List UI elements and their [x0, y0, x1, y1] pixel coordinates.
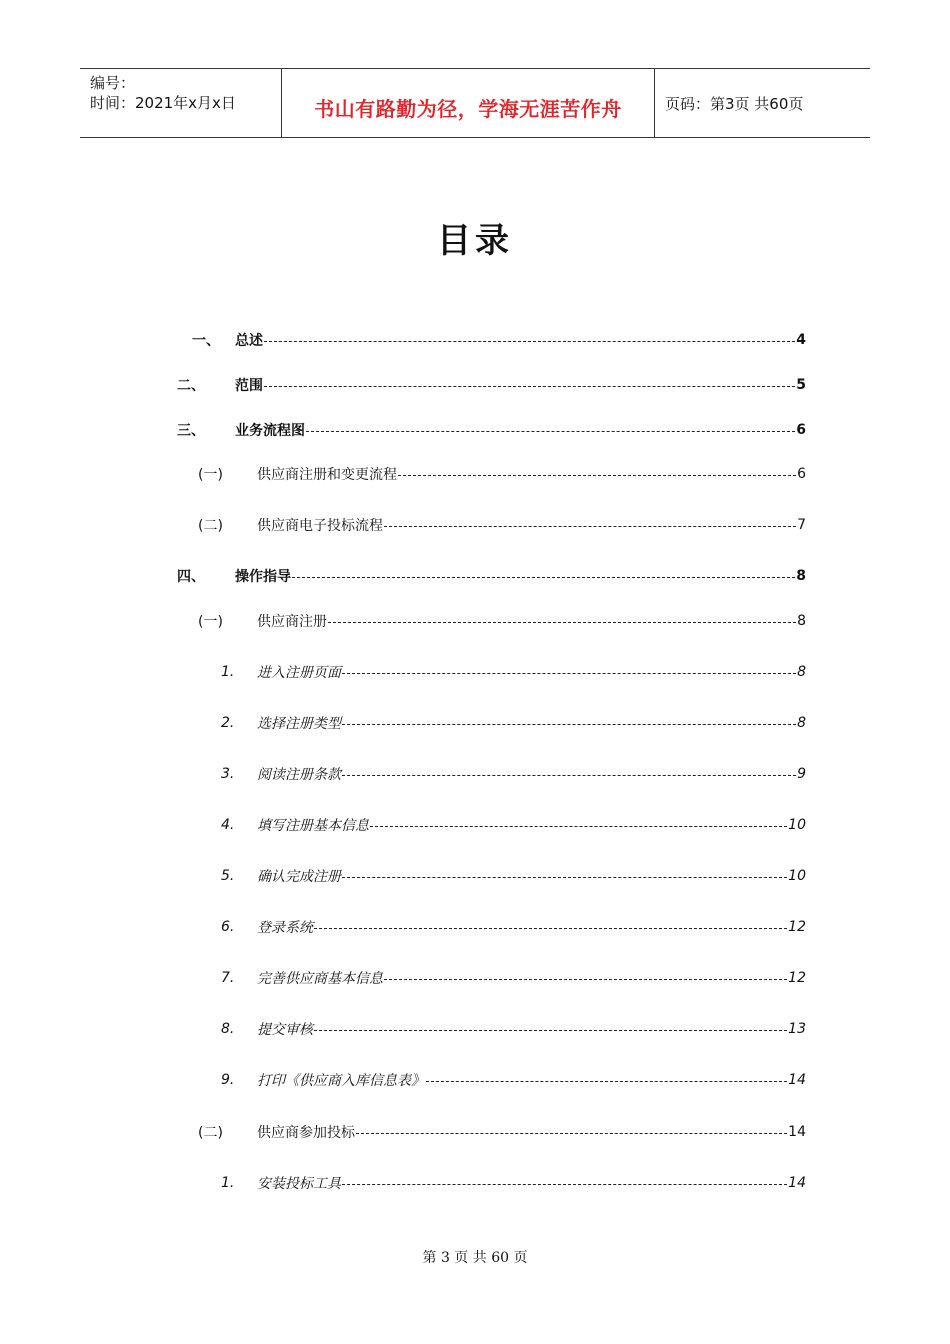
toc-page: 5 — [796, 377, 806, 393]
toc-text: 登录系统 — [257, 920, 313, 936]
toc-number: (一) — [198, 467, 223, 483]
toc-number: 4. — [221, 817, 235, 833]
toc-page: 12 — [788, 919, 806, 935]
toc-text: 填写注册基本信息 — [257, 818, 369, 834]
toc-entry[interactable] — [177, 566, 806, 586]
toc-entry[interactable] — [177, 375, 806, 395]
toc-entry[interactable] — [177, 420, 806, 440]
header-page-info-cell — [655, 69, 870, 137]
toc-number: 8. — [221, 1021, 235, 1037]
toc-page: 12 — [788, 970, 806, 986]
toc-page: 6 — [796, 422, 806, 438]
toc-number: 三、 — [177, 423, 205, 439]
toc-page: 8 — [797, 613, 806, 629]
toc-entry[interactable] — [221, 1019, 806, 1039]
toc-leader — [398, 475, 796, 476]
toc-number: (二) — [198, 518, 223, 534]
toc-number: (二) — [198, 1125, 223, 1141]
toc-number: 一、 — [192, 333, 220, 349]
toc-leader — [306, 431, 795, 432]
toc-entry[interactable] — [198, 464, 806, 484]
page-info: 页码：第3页 共60页 — [665, 95, 804, 113]
toc-page: 14 — [788, 1175, 806, 1191]
toc-number: 二、 — [177, 378, 205, 394]
toc-page: 7 — [797, 517, 806, 533]
toc-leader — [370, 826, 787, 827]
toc-page: 14 — [788, 1124, 806, 1140]
page-footer: 第 3 页 共 60 页 — [422, 1250, 528, 1266]
toc-leader — [426, 1081, 787, 1082]
toc-text: 进入注册页面 — [257, 665, 341, 681]
toc-entry[interactable] — [198, 611, 806, 631]
toc-text: 操作指导 — [235, 569, 291, 585]
toc-entry[interactable] — [221, 713, 806, 733]
toc-text: 业务流程图 — [235, 423, 305, 439]
toc-page: 14 — [788, 1072, 806, 1088]
number-label: 编号： — [90, 74, 136, 92]
toc-page: 4 — [796, 332, 806, 348]
toc-entry[interactable] — [221, 917, 806, 937]
toc-entry[interactable] — [221, 662, 806, 682]
toc-page: 8 — [797, 664, 806, 680]
toc-text: 供应商注册和变更流程 — [257, 467, 397, 483]
toc-text: 供应商注册 — [257, 614, 327, 630]
header-motto-cell — [282, 69, 655, 137]
toc-page: 13 — [788, 1021, 806, 1037]
page-title: 目录 — [437, 221, 513, 261]
toc-text: 选择注册类型 — [257, 716, 341, 732]
toc-leader — [264, 386, 795, 387]
toc-page: 8 — [797, 715, 806, 731]
toc-entry[interactable] — [198, 515, 806, 535]
toc-number: 1. — [221, 664, 235, 680]
toc-entry[interactable] — [221, 968, 806, 988]
toc-leader — [342, 673, 796, 674]
toc-text: 安装投标工具 — [257, 1176, 341, 1192]
toc-leader — [328, 622, 796, 623]
toc-leader — [342, 775, 796, 776]
toc-text: 确认完成注册 — [257, 869, 341, 885]
toc-entry[interactable] — [221, 866, 806, 886]
toc-entry[interactable] — [192, 330, 806, 350]
toc-number: 3. — [221, 766, 235, 782]
toc-number: (一) — [198, 614, 223, 630]
toc-number: 四、 — [177, 569, 205, 585]
toc-entry[interactable] — [221, 815, 806, 835]
toc-page: 8 — [796, 568, 806, 584]
toc-leader — [314, 928, 787, 929]
toc-leader — [384, 526, 796, 527]
toc-entry[interactable] — [198, 1122, 806, 1142]
toc-leader — [356, 1133, 787, 1134]
toc-leader — [292, 577, 795, 578]
toc-page: 9 — [797, 766, 806, 782]
time-label: 时间：2021年x月x日 — [90, 94, 236, 112]
toc-number: 7. — [221, 970, 235, 986]
toc-entry[interactable] — [221, 1070, 806, 1090]
toc-leader — [314, 1030, 787, 1031]
page-header — [80, 68, 870, 138]
toc-text: 完善供应商基本信息 — [257, 971, 383, 987]
toc-entry[interactable] — [221, 764, 806, 784]
toc-leader — [342, 1184, 787, 1185]
toc-number: 9. — [221, 1072, 235, 1088]
toc-text: 供应商参加投标 — [257, 1125, 355, 1141]
toc-number: 6. — [221, 919, 235, 935]
toc-number: 2. — [221, 715, 235, 731]
toc-text: 打印《供应商入库信息表》 — [257, 1073, 425, 1089]
toc-entry[interactable] — [221, 1173, 806, 1193]
toc-leader — [264, 341, 795, 342]
toc-leader — [342, 877, 787, 878]
toc-leader — [384, 979, 787, 980]
motto-text: 书山有路勤为径，学海无涯苦作舟 — [314, 97, 622, 121]
toc-page: 6 — [797, 466, 806, 482]
toc-page: 10 — [788, 817, 806, 833]
toc-number: 1. — [221, 1175, 235, 1191]
toc-text: 范围 — [235, 378, 263, 394]
toc-number: 5. — [221, 868, 235, 884]
toc-text: 提交审核 — [257, 1022, 313, 1038]
toc-text: 总述 — [235, 333, 263, 349]
toc-text: 阅读注册条款 — [257, 767, 341, 783]
toc-leader — [342, 724, 796, 725]
toc-text: 供应商电子投标流程 — [257, 518, 383, 534]
toc-page: 10 — [788, 868, 806, 884]
header-left-cell — [80, 69, 282, 137]
